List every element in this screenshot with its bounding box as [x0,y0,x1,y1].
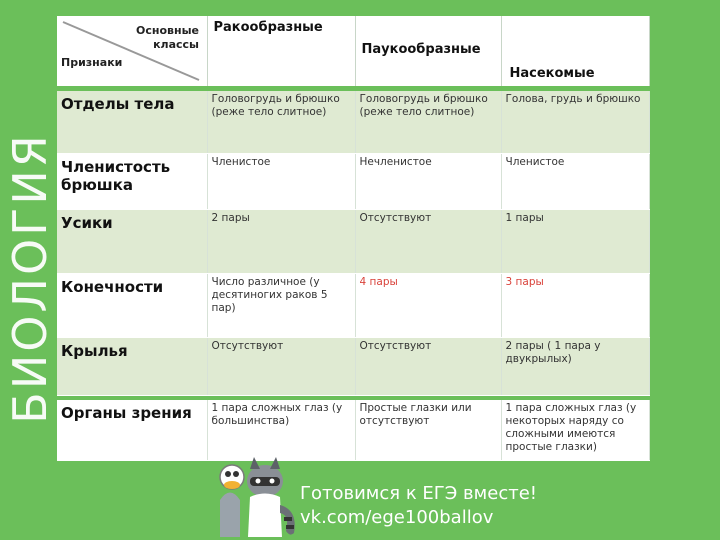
cell-insects: 3 пары [501,273,649,337]
cell-arachnids: Простые глазки или отсутствуют [355,400,501,460]
header-corner-cell [57,16,207,86]
header-cell-insects [501,16,649,86]
cell-insects: 1 пары [501,209,649,273]
cell-arachnids: Отсутствуют [355,209,501,273]
footer-text [300,482,537,530]
cell-crustaceans: Отсутствуют [207,337,355,395]
column-header-crustaceans: Ракообразные [213,20,323,35]
header-cell-crustaceans [207,16,355,86]
feature-body-sections: Отделы тела [57,91,207,153]
main-classes-label: Основные классы [136,24,199,51]
feature-antennae: Усики [57,209,207,273]
cell-crustaceans: 2 пары [207,209,355,273]
features-label: Признаки [61,56,123,69]
table-row [57,273,649,337]
cell-crustaceans: Число различное (у десятиногих раков 5 пар) [207,273,355,337]
cell-arachnids: Нечленистое [355,153,501,209]
side-title: БИОЛОГИЯ [3,132,57,424]
cell-insects: Голова, грудь и брюшко [501,91,649,153]
comparison-table-container [57,16,649,464]
feature-vision-organs: Органы зрения [57,400,207,460]
feature-wings: Крылья [57,337,207,395]
column-header-arachnids: Паукообразные [361,42,481,57]
table-row [57,400,649,460]
column-header-insects: Насекомые [509,66,595,81]
cell-insects: 1 пара сложных глаз (у некоторых наряду со сложными имеются простые глазки) [501,400,649,460]
footer-slogan: Готовимся к ЕГЭ вместе! [300,483,537,504]
comparison-table [57,16,650,461]
cell-crustaceans: Членистое [207,153,355,209]
table-row [57,209,649,273]
cell-crustaceans: 1 пара сложных глаз (у большинства) [207,400,355,460]
header-cell-arachnids [355,16,501,86]
footer-link[interactable]: vk.com/ege100ballov [300,507,494,528]
table-row [57,337,649,395]
cell-insects: Членистое [501,153,649,209]
feature-limbs: Конечности [57,273,207,337]
table-header-row [57,16,649,86]
cell-arachnids: Головогрудь и брюшко (реже тело слитное) [355,91,501,153]
cell-arachnids: 4 пары [355,273,501,337]
feature-abdomen-segmentation: Членистость брюшка [57,153,207,209]
cell-crustaceans: Головогрудь и брюшко (реже тело слитное) [207,91,355,153]
raccoon-mascot-icon [210,455,300,540]
table-row [57,153,649,209]
cell-arachnids: Отсутствуют [355,337,501,395]
cell-insects: 2 пары ( 1 пара у двукрылых) [501,337,649,395]
table-row [57,91,649,153]
